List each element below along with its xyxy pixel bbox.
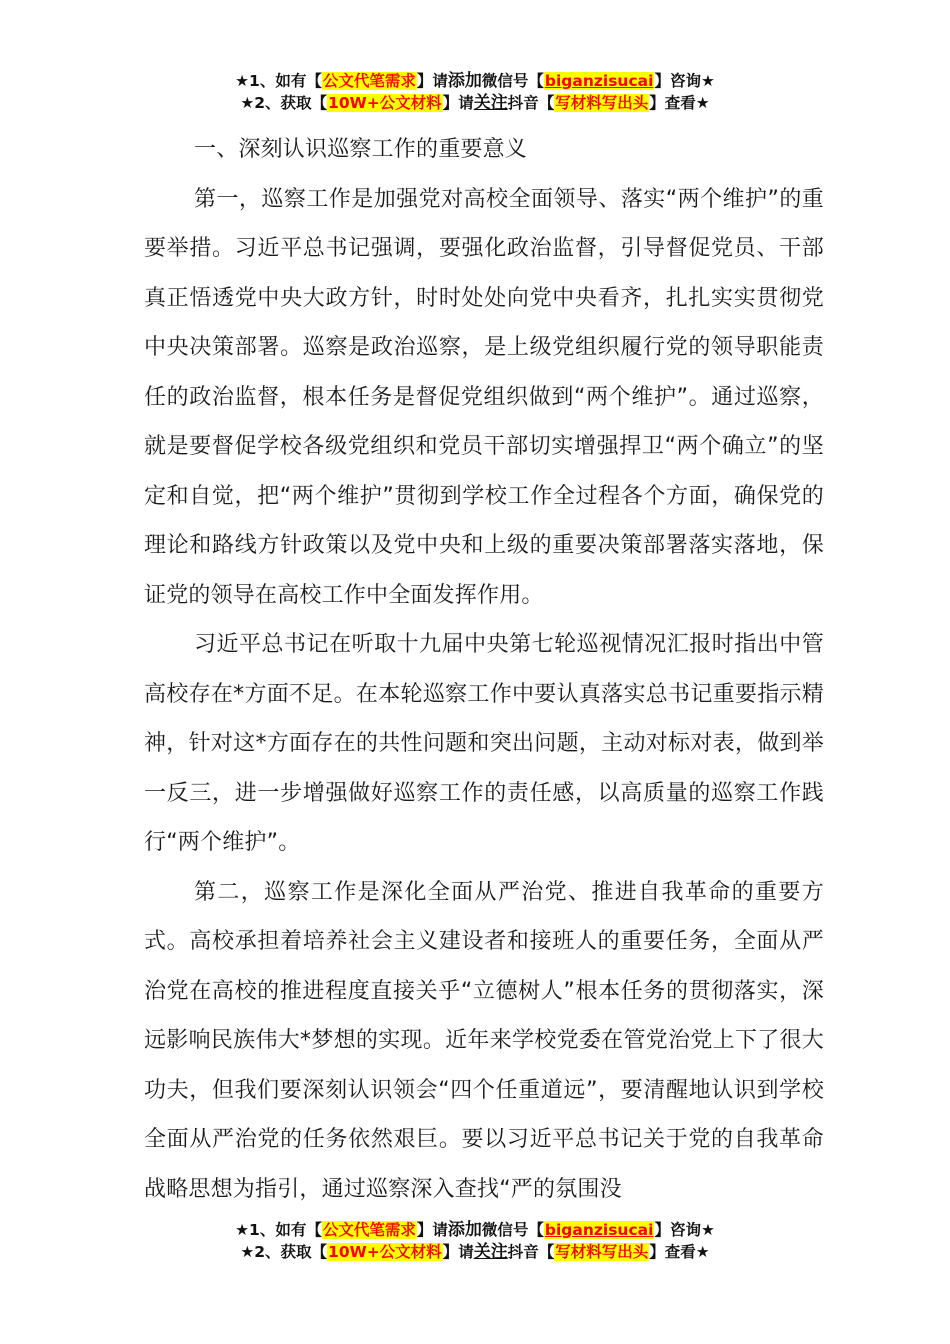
banner-line-2 xyxy=(0,1241,950,1263)
banner-text: ★1、如有【 xyxy=(235,1221,322,1239)
banner-text: 】查看★ xyxy=(649,94,710,112)
banner-line-1 xyxy=(0,1219,950,1241)
banner-text: 】查看★ xyxy=(649,1243,710,1261)
bottom-banner xyxy=(0,1219,950,1263)
banner-text: 微信号【 xyxy=(481,1221,544,1239)
banner-text: 微信号【 xyxy=(481,72,544,90)
banner-text: 】咨询★ xyxy=(654,72,715,90)
banner-text: 】请 xyxy=(442,94,474,112)
banner-text: ★2、获取【 xyxy=(240,94,328,112)
highlight-wechat-id: biganzisucai xyxy=(544,1221,654,1239)
document-body xyxy=(144,125,824,1214)
highlight-service: 公文代笔需求 xyxy=(322,1221,416,1239)
banner-text: ★2、获取【 xyxy=(240,1243,328,1261)
top-banner xyxy=(0,70,950,114)
highlight-service: 公文代笔需求 xyxy=(322,72,416,90)
banner-text: 】请 xyxy=(416,1221,448,1239)
banner-text: 抖音【 xyxy=(507,94,555,112)
paragraph: 第二，巡察工作是深化全面从严治党、推进自我革命的重要方式。高校承担着培养社会主义建设者和接班人的重要任务，全面从严治党在高校的推进程度直接关乎“立德树人”根本任务的贯彻落实，深远影响民族伟大*梦想的实现。近年来学校党委在管党治党上下了很大功夫，但我们要深刻认识领会“四个任重道远”，要清醒地认识到学校全面从严治党的任务依然艰巨。要以习近平总书记关于党的自我革命战略思想为指引，通过巡察深入查找“严的氛围没 xyxy=(144,879,824,1202)
banner-text: 】请 xyxy=(416,72,448,90)
banner-text: 】咨询★ xyxy=(654,1221,715,1239)
paragraph: 习近平总书记在听取十九届中央第七轮巡视情况汇报时指出中管高校存在*方面不足。在本轮巡察工作中要认真落实总书记重要指示精神，针对这*方面存在的共性问题和突出问题，主动对标对表，做到举一反三，进一步增强做好巡察工作的责任感，以高质量的巡察工作践行“两个维护”。 xyxy=(144,632,824,855)
banner-text: 添加 xyxy=(447,71,482,91)
section-heading: 一、深刻认识巡察工作的重要意义 xyxy=(194,137,528,162)
highlight-douyin: 写材料写出头 xyxy=(555,1243,649,1261)
banner-text: 关注 xyxy=(473,93,508,113)
highlight-douyin: 写材料写出头 xyxy=(555,94,649,112)
highlight-materials: 10W+公文材料 xyxy=(328,1243,442,1261)
banner-text: 】请 xyxy=(442,1243,474,1261)
highlight-wechat-id: biganzisucai xyxy=(544,72,654,90)
banner-text: 抖音【 xyxy=(507,1243,555,1261)
banner-text: ★1、如有【 xyxy=(235,72,322,90)
highlight-materials: 10W+公文材料 xyxy=(328,94,442,112)
banner-text: 添加 xyxy=(447,1220,482,1240)
banner-text: 关注 xyxy=(473,1242,508,1262)
banner-line-1 xyxy=(0,70,950,92)
banner-line-2 xyxy=(0,92,950,114)
paragraph: 第一，巡察工作是加强党对高校全面领导、落实“两个维护”的重要举措。习近平总书记强调，要强化政治监督，引导督促党员、干部真正悟透党中央大政方针，时时处处向党中央看齐，扎扎实实贯彻党中央决策部署。巡察是政治巡察，是上级党组织履行党的领导职能责任的政治监督，根本任务是督促党组织做到“两个维护”。通过巡察，就是要督促学校各级党组织和党员干部切实增强捍卫“两个确立”的坚定和自觉，把“两个维护”贯彻到学校工作全过程各个方面，确保党的理论和路线方针政策以及党中央和上级的重要决策部署落实落地，保证党的领导在高校工作中全面发挥作用。 xyxy=(144,186,824,608)
